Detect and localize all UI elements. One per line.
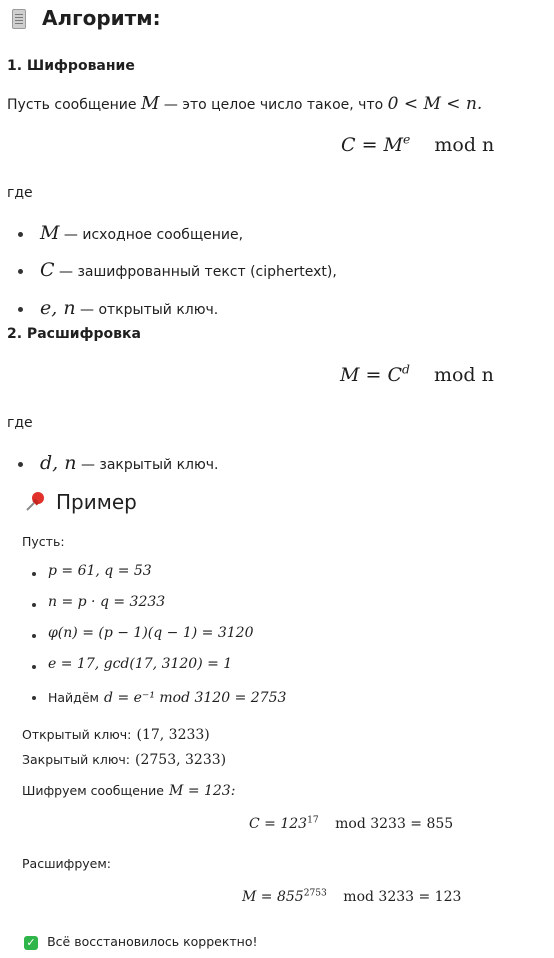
intro-condition: 0 < M < n.	[387, 94, 483, 114]
where-label-1: где	[7, 185, 33, 201]
encrypt-message-label: Шифруем сообщение	[22, 783, 164, 798]
decrypt-label: Расшифруем:	[22, 856, 111, 871]
list-item-symbol: M	[40, 222, 60, 244]
encryption-formula	[341, 134, 494, 156]
intro-text: Пусть сообщение	[7, 97, 137, 113]
list-item-symbol: C	[40, 259, 55, 281]
list-item-text: — открытый ключ.	[80, 302, 219, 318]
list-item-text: — закрытый ключ.	[80, 457, 219, 473]
intro-dash: — это целое число такое, что	[163, 97, 384, 113]
where-label-2: где	[7, 415, 33, 431]
private-key-line	[22, 749, 226, 768]
section-title-decryption: 2. Расшифровка	[7, 326, 141, 342]
page-title: Алгоритм:	[42, 6, 161, 30]
example-item-phi: φ(n) = (p − 1)(q − 1) = 3120	[48, 625, 254, 641]
list-item-message	[40, 222, 243, 244]
example-item-p-q: p = 61, q = 53	[48, 563, 152, 579]
encryption-formula-exp: e	[403, 132, 411, 147]
bullet-dot	[18, 269, 23, 274]
section-title-encryption: 1. Шифрование	[7, 58, 135, 74]
example-item-d	[48, 687, 286, 706]
decrypt-formula-exp: 2753	[303, 888, 327, 899]
scroll-icon	[12, 9, 26, 33]
example-item-prefix: Найдём	[48, 690, 99, 705]
decryption-formula-exp: d	[402, 362, 410, 377]
bullet-dot	[32, 665, 36, 669]
success-line	[24, 931, 258, 950]
decryption-formula	[340, 364, 494, 386]
example-item-e: e = 17, gcd(17, 3120) = 1	[48, 656, 233, 672]
decrypt-formula-rest: mod 3233 = 123	[343, 889, 462, 905]
check-icon: ✓	[24, 936, 38, 950]
intro-symbol: M	[140, 93, 160, 114]
list-item-symbol: d, n	[40, 452, 77, 474]
bullet-dot	[18, 232, 23, 237]
encrypt-formula-base: C = 123	[249, 816, 308, 832]
decryption-formula-mod: mod n	[433, 364, 494, 386]
encryption-formula-base: C = M	[341, 134, 403, 156]
example-title: Пример	[56, 490, 137, 514]
list-item-ciphertext	[40, 259, 337, 281]
example-item-math: d = e⁻¹ mod 3120 = 2753	[104, 690, 287, 706]
success-text: Всё восстановилось корректно!	[47, 934, 258, 949]
list-item-public-key	[40, 297, 218, 319]
list-item-text: — зашифрованный текст (ciphertext),	[59, 264, 337, 280]
encryption-formula-mod: mod n	[434, 134, 495, 156]
example-let: Пусть:	[22, 534, 65, 549]
list-item-private-key	[40, 452, 218, 474]
encrypt-formula-exp: 17	[307, 815, 319, 826]
bullet-dot	[18, 462, 23, 467]
bullet-dot	[32, 634, 36, 638]
encrypt-formula-rest: mod 3233 = 855	[335, 816, 454, 832]
list-item-text: — исходное сообщение,	[63, 227, 244, 243]
bullet-dot	[18, 307, 23, 312]
encrypt-message-line	[22, 780, 235, 799]
public-key-line	[22, 724, 210, 743]
public-key-label: Открытый ключ:	[22, 727, 132, 742]
encryption-intro	[7, 93, 482, 114]
encrypt-formula	[249, 816, 453, 832]
pushpin-icon	[25, 490, 47, 516]
decrypt-formula-base: M = 855	[242, 889, 304, 905]
bullet-dot	[32, 572, 36, 576]
decrypt-formula	[242, 889, 461, 905]
private-key-value: (2753, 3233)	[135, 752, 227, 768]
public-key-value: (17, 3233)	[136, 727, 210, 743]
decryption-formula-base: M = C	[340, 364, 402, 386]
list-item-symbol: e, n	[40, 297, 76, 319]
private-key-label: Закрытый ключ:	[22, 752, 130, 767]
bullet-dot	[32, 696, 36, 700]
encrypt-message-math: M = 123:	[169, 783, 236, 799]
example-item-n: n = p · q = 3233	[48, 594, 166, 610]
bullet-dot	[32, 603, 36, 607]
